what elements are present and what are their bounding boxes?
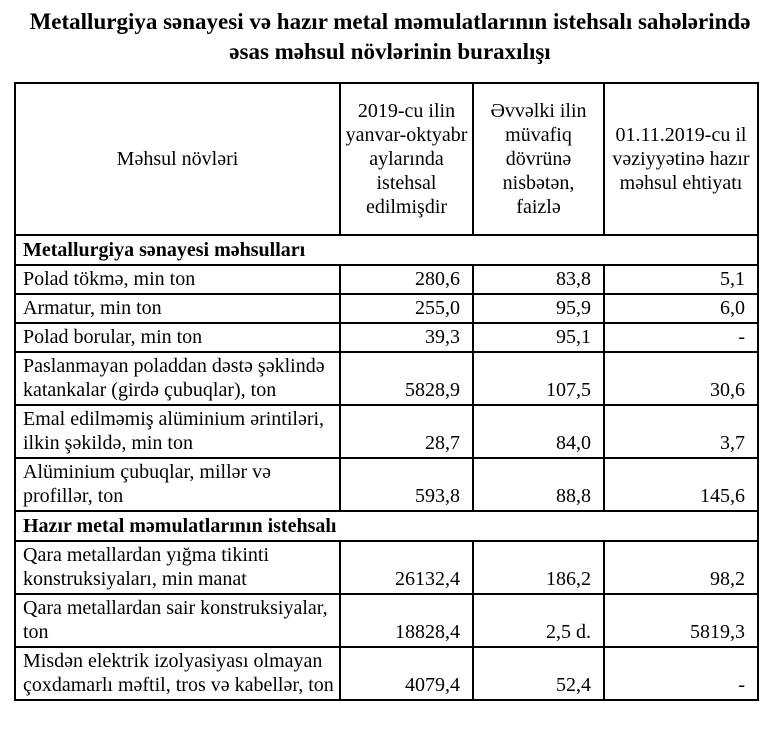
product-name-cell: Paslanmayan poladdan dəstə şəklində katankalar (girdə çubuqlar), ton (15, 352, 340, 405)
percent-cell: 83,8 (473, 265, 604, 294)
percent-cell: 2,5 d. (473, 594, 604, 647)
header-row (15, 83, 758, 235)
stock-cell: 30,6 (604, 352, 758, 405)
produced-cell: 26132,4 (340, 541, 473, 594)
produced-cell: 5828,9 (340, 352, 473, 405)
produced-cell: 28,7 (340, 405, 473, 458)
percent-cell: 95,1 (473, 323, 604, 352)
stock-cell: - (604, 323, 758, 352)
col-header-product-types: Məhsul növləri (15, 83, 340, 235)
produced-cell: 4079,4 (340, 647, 473, 700)
stock-cell: 5819,3 (604, 594, 758, 647)
percent-cell: 95,9 (473, 294, 604, 323)
percent-cell: 84,0 (473, 405, 604, 458)
table-row (15, 647, 758, 700)
product-name-cell: Alüminium çubuqlar, millər və profillər, ton (15, 458, 340, 511)
percent-cell: 186,2 (473, 541, 604, 594)
table-header (15, 83, 758, 235)
product-name-cell: Emal edilməmiş alüminium ərintiləri, ilkin şəkildə, min ton (15, 405, 340, 458)
table-row (15, 323, 758, 352)
table-row (15, 265, 758, 294)
produced-cell: 18828,4 (340, 594, 473, 647)
table-row (15, 594, 758, 647)
production-table (14, 82, 759, 701)
product-name-cell: Qara metallardan sair konstruksiyalar, ton (15, 594, 340, 647)
product-name-cell: Misdən elektrik izolyasiyası olmayan çoxdamarlı məftil, tros və kabellər, ton (15, 647, 340, 700)
page-title: Metallurgiya sənayesi və hazır metal məmulatlarının istehsalı sahələrində əsas məhsul növlərinin buraxılışı (29, 9, 751, 65)
stock-cell: 98,2 (604, 541, 758, 594)
stock-cell: - (604, 647, 758, 700)
section-header-row (15, 235, 758, 265)
produced-cell: 255,0 (340, 294, 473, 323)
produced-cell: 280,6 (340, 265, 473, 294)
percent-cell: 52,4 (473, 647, 604, 700)
product-name-cell: Qara metallardan yığma tikinti konstruksiyaları, min manat (15, 541, 340, 594)
stock-cell: 6,0 (604, 294, 758, 323)
stock-cell: 145,6 (604, 458, 758, 511)
table-row (15, 294, 758, 323)
stock-cell: 3,7 (604, 405, 758, 458)
product-name-cell: Polad tökmə, min ton (15, 265, 340, 294)
section-header-label: Hazır metal məmulatlarının istehsalı (15, 511, 758, 541)
section-header-label: Metallurgiya sənayesi məhsulları (15, 235, 758, 265)
table-row (15, 541, 758, 594)
col-header-stock: 01.11.2019-cu il vəziyyətinə hazır məhsul ehtiyatı (604, 83, 758, 235)
table-body (15, 235, 758, 700)
produced-cell: 593,8 (340, 458, 473, 511)
percent-cell: 88,8 (473, 458, 604, 511)
table-row (15, 405, 758, 458)
percent-cell: 107,5 (473, 352, 604, 405)
produced-cell: 39,3 (340, 323, 473, 352)
stock-cell: 5,1 (604, 265, 758, 294)
product-name-cell: Armatur, min ton (15, 294, 340, 323)
col-header-percent: Əvvəlki ilin müvafiq dövrünə nisbətən, faizlə (473, 83, 604, 235)
product-name-cell: Polad borular, min ton (15, 323, 340, 352)
table-row (15, 352, 758, 405)
table-row (15, 458, 758, 511)
col-header-produced: 2019-cu ilin yanvar-oktyabr aylarında istehsal edilmişdir (340, 83, 473, 235)
section-header-row (15, 511, 758, 541)
